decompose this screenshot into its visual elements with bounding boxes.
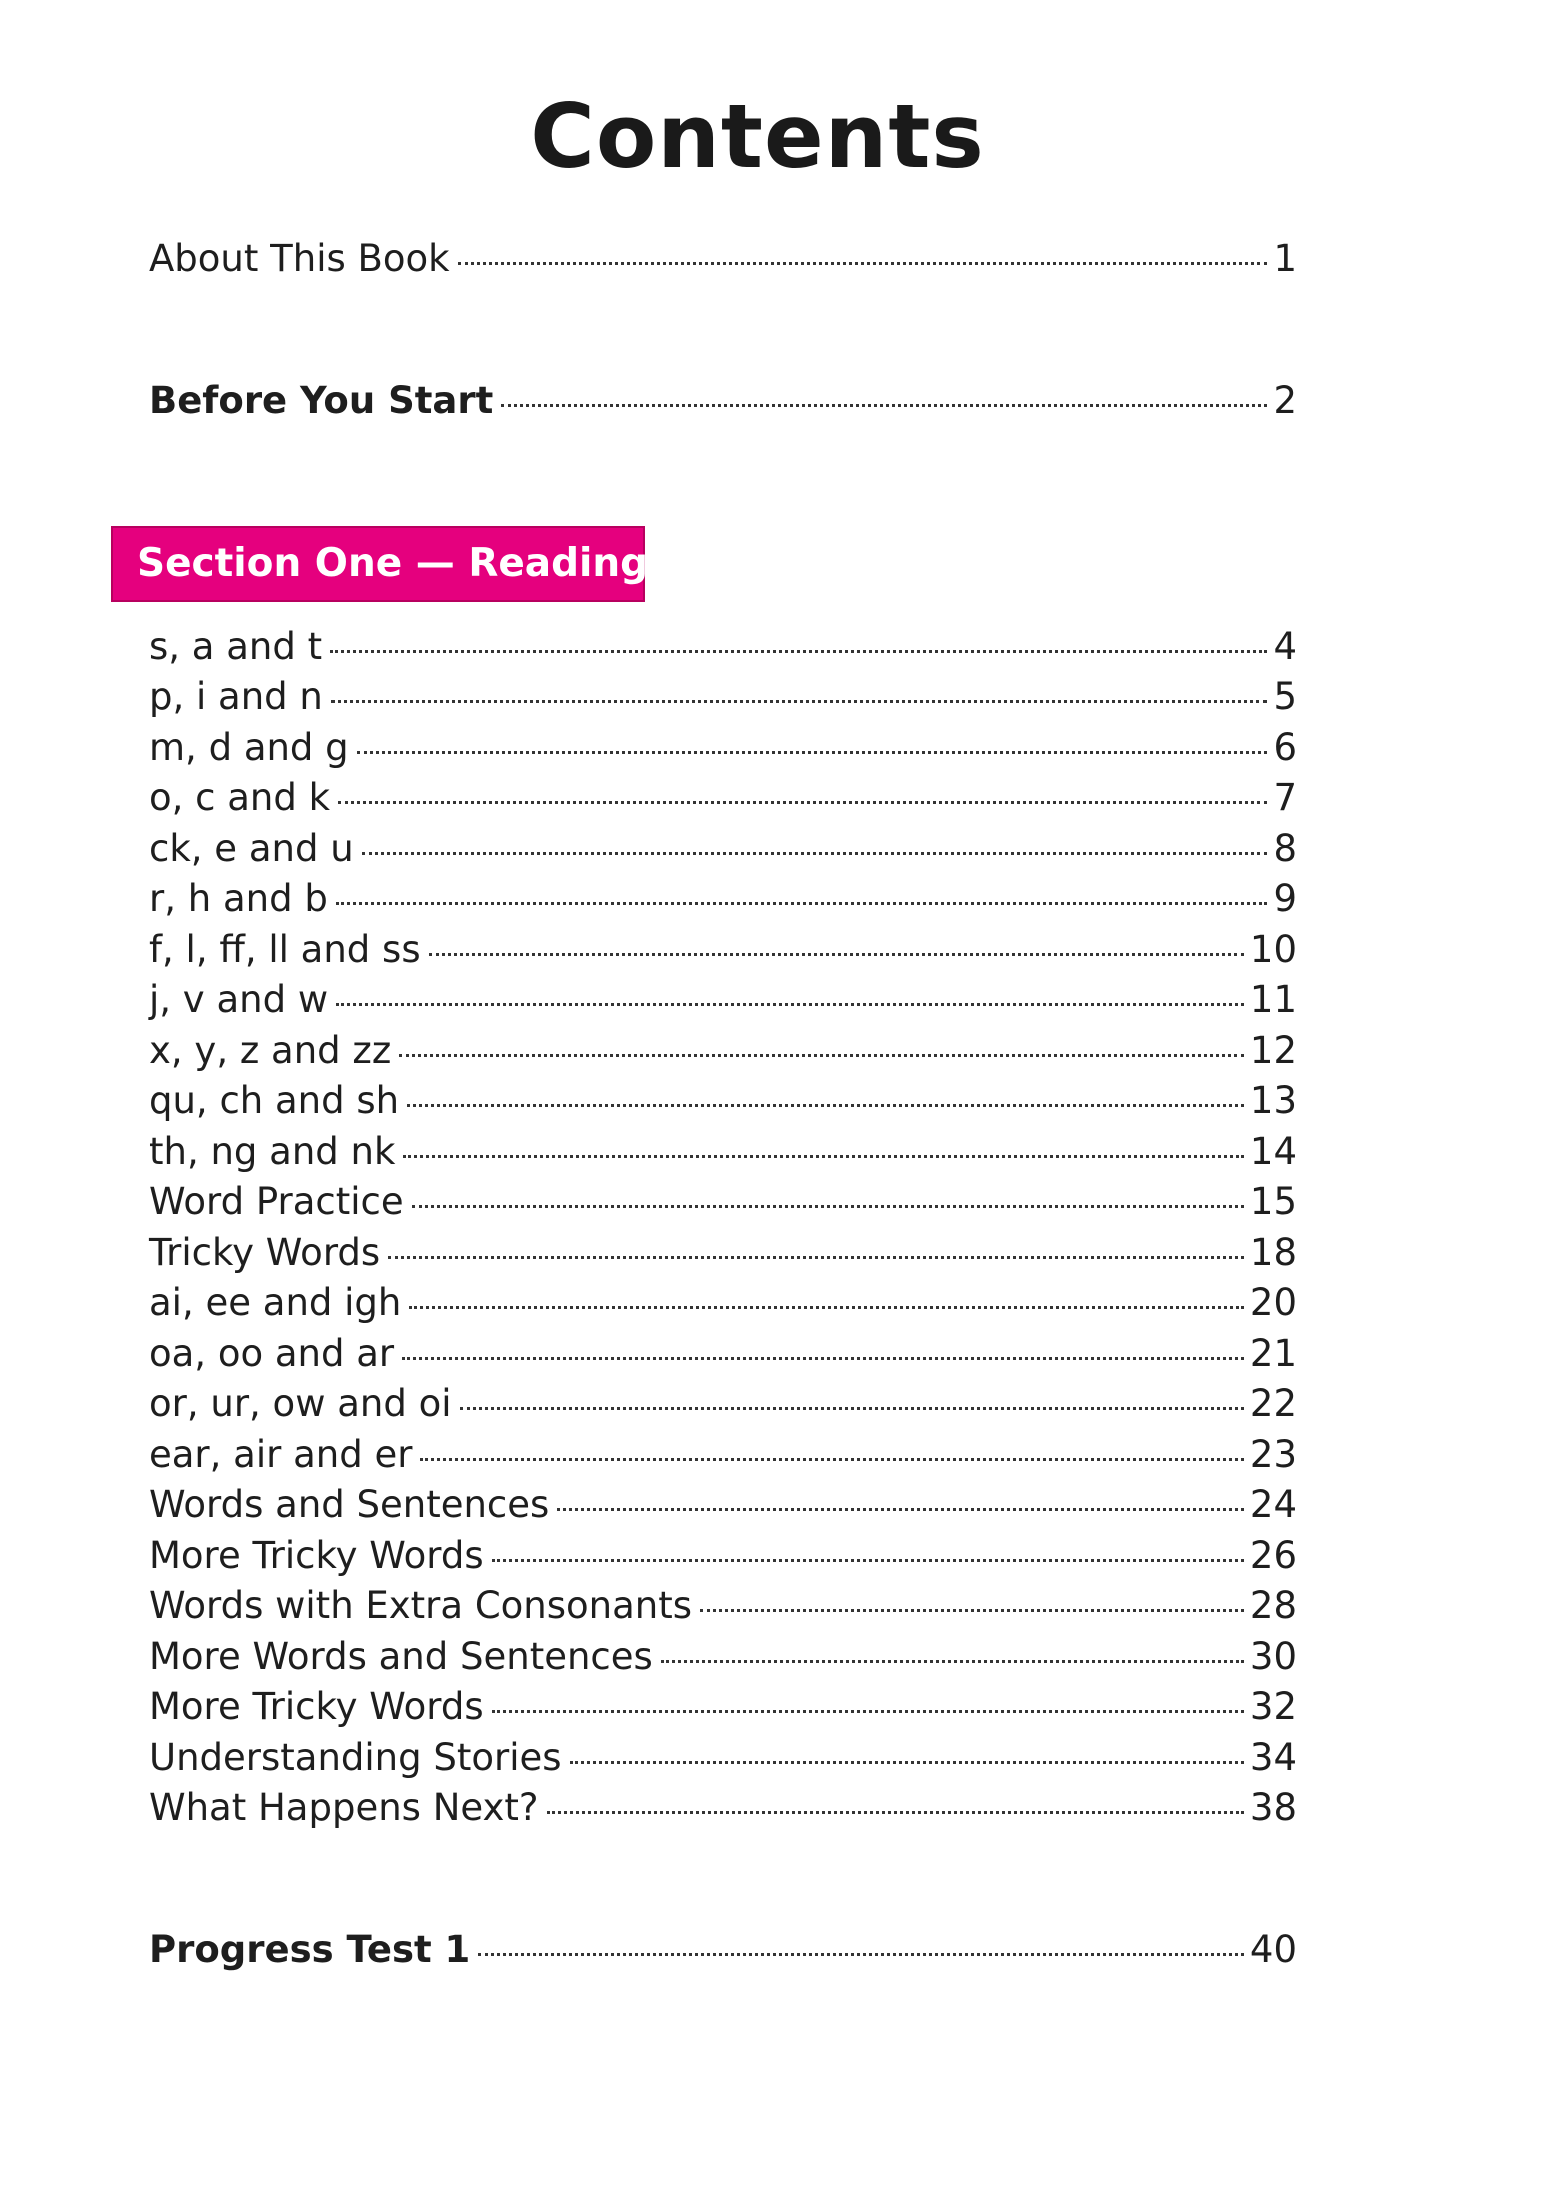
dot-leader: [409, 1305, 1244, 1309]
toc-entry[interactable]: [149, 1632, 1297, 1682]
dot-leader: [661, 1659, 1244, 1663]
toc-entry-label: What Happens Next?: [149, 1786, 539, 1829]
toc-entry[interactable]: [149, 1127, 1297, 1177]
toc-entry[interactable]: [149, 1076, 1297, 1126]
toc-entry-page: 11: [1249, 978, 1297, 1021]
toc-entry-label: Understanding Stories: [149, 1736, 562, 1779]
toc-entry-before-you-start[interactable]: [149, 376, 1297, 426]
dot-leader: [492, 1558, 1244, 1562]
toc-entry[interactable]: [149, 1177, 1297, 1227]
toc-entry-page: 28: [1249, 1584, 1297, 1627]
toc-entry-page: 18: [1249, 1231, 1297, 1274]
toc-entry[interactable]: [149, 1430, 1297, 1480]
toc-entry[interactable]: [149, 1278, 1297, 1328]
toc-entry-label: Progress Test 1: [149, 1928, 471, 1971]
dot-leader: [700, 1608, 1244, 1612]
dot-leader: [420, 1457, 1243, 1461]
toc-entry[interactable]: [149, 975, 1297, 1025]
toc-entry-label: m, d and g: [149, 726, 349, 769]
toc-entry-label: p, i and n: [149, 675, 323, 718]
toc-entry-page: 21: [1249, 1332, 1297, 1375]
toc-entry-progress-test-1[interactable]: [149, 1925, 1297, 1975]
toc-entry-label: ai, ee and igh: [149, 1281, 402, 1324]
toc-entry-page: 2: [1273, 379, 1297, 422]
toc-entry[interactable]: [149, 1783, 1297, 1833]
page-title: Contents: [530, 85, 985, 188]
toc-entry[interactable]: [149, 1682, 1297, 1732]
dot-leader: [336, 901, 1268, 905]
dot-leader: [362, 851, 1268, 855]
toc-entry-page: 38: [1249, 1786, 1297, 1829]
toc-entry-page: 1: [1273, 237, 1297, 280]
dot-leader: [557, 1507, 1244, 1511]
toc-entry-label: Before You Start: [149, 379, 494, 422]
toc-entry-label: th, ng and nk: [149, 1130, 396, 1173]
toc-entry-label: or, ur, ow and oi: [149, 1382, 452, 1425]
toc-entry[interactable]: [149, 723, 1297, 773]
dot-leader: [412, 1204, 1244, 1208]
dot-leader: [501, 403, 1267, 407]
toc-entry[interactable]: [149, 622, 1297, 672]
toc-entry-label: ear, air and er: [149, 1433, 413, 1476]
toc-entry[interactable]: [149, 1733, 1297, 1783]
dot-leader: [492, 1709, 1244, 1713]
toc-entry-label: Word Practice: [149, 1180, 404, 1223]
toc-entry-page: 4: [1273, 625, 1297, 668]
dot-leader: [458, 261, 1268, 265]
dot-leader: [357, 750, 1268, 754]
toc-entry[interactable]: [149, 1228, 1297, 1278]
toc-entry[interactable]: [149, 925, 1297, 975]
toc-entry[interactable]: [149, 874, 1297, 924]
toc-entry[interactable]: [149, 773, 1297, 823]
toc-entry-label: o, c and k: [149, 776, 331, 819]
toc-entry[interactable]: [149, 672, 1297, 722]
toc-entry-page: 22: [1249, 1382, 1297, 1425]
toc-entry-label: ck, e and u: [149, 827, 354, 870]
toc-entry-label: Tricky Words: [149, 1231, 381, 1274]
toc-entry-label: About This Book: [149, 237, 450, 280]
toc-entry-page: 12: [1249, 1029, 1297, 1072]
toc-entry-label: oa, oo and ar: [149, 1332, 395, 1375]
toc-entry-page: 40: [1249, 1928, 1297, 1971]
toc-entry[interactable]: [149, 824, 1297, 874]
toc-entry-page: 8: [1273, 827, 1297, 870]
toc-entry-label: More Tricky Words: [149, 1534, 484, 1577]
dot-leader: [331, 699, 1268, 703]
toc-entry-page: 6: [1273, 726, 1297, 769]
dot-leader: [429, 952, 1244, 956]
toc-entry-page: 24: [1249, 1483, 1297, 1526]
toc-entry-label: qu, ch and sh: [149, 1079, 400, 1122]
toc-entry-label: More Tricky Words: [149, 1685, 484, 1728]
dot-leader: [336, 1002, 1244, 1006]
dot-leader: [402, 1356, 1244, 1360]
toc-entry-page: 5: [1273, 675, 1297, 718]
dot-leader: [547, 1810, 1244, 1814]
toc-entry-page: 23: [1249, 1433, 1297, 1476]
toc-entry-label: f, l, ff, ll and ss: [149, 928, 421, 971]
toc-entry-page: 14: [1249, 1130, 1297, 1173]
toc-entry[interactable]: [149, 1581, 1297, 1631]
toc-entry-label: r, h and b: [149, 877, 328, 920]
toc-entry-label: Words and Sentences: [149, 1483, 550, 1526]
toc-entry-label: Words with Extra Consonants: [149, 1584, 693, 1627]
dot-leader: [388, 1255, 1244, 1259]
dot-leader: [570, 1760, 1244, 1764]
dot-leader: [338, 800, 1267, 804]
toc-entry-page: 10: [1249, 928, 1297, 971]
toc-entry-label: More Words and Sentences: [149, 1635, 653, 1678]
toc-entry-page: 32: [1249, 1685, 1297, 1728]
dot-leader: [399, 1053, 1244, 1057]
toc-entry-page: 34: [1249, 1736, 1297, 1779]
toc-entry[interactable]: [149, 1329, 1297, 1379]
dot-leader: [460, 1406, 1244, 1410]
toc-entry-page: 30: [1249, 1635, 1297, 1678]
toc-entry-about-this-book[interactable]: [149, 234, 1297, 284]
toc-entry-label: x, y, z and zz: [149, 1029, 392, 1072]
toc-entry-page: 26: [1249, 1534, 1297, 1577]
toc-entry-label: j, v and w: [149, 978, 329, 1021]
dot-leader: [403, 1154, 1243, 1158]
toc-entry-page: 13: [1249, 1079, 1297, 1122]
toc-entry[interactable]: [149, 1480, 1297, 1530]
toc-entry-label: s, a and t: [149, 625, 323, 668]
section-one-heading: Section One — Reading: [111, 526, 645, 602]
dot-leader: [478, 1952, 1244, 1956]
toc-entry-page: 15: [1249, 1180, 1297, 1223]
dot-leader: [407, 1103, 1244, 1107]
toc-entry-page: 7: [1273, 776, 1297, 819]
toc-entry[interactable]: [149, 1379, 1297, 1429]
toc-entry[interactable]: [149, 1531, 1297, 1581]
toc-entry[interactable]: [149, 1026, 1297, 1076]
toc-entry-page: 20: [1249, 1281, 1297, 1324]
toc-entry-page: 9: [1273, 877, 1297, 920]
dot-leader: [330, 649, 1267, 653]
